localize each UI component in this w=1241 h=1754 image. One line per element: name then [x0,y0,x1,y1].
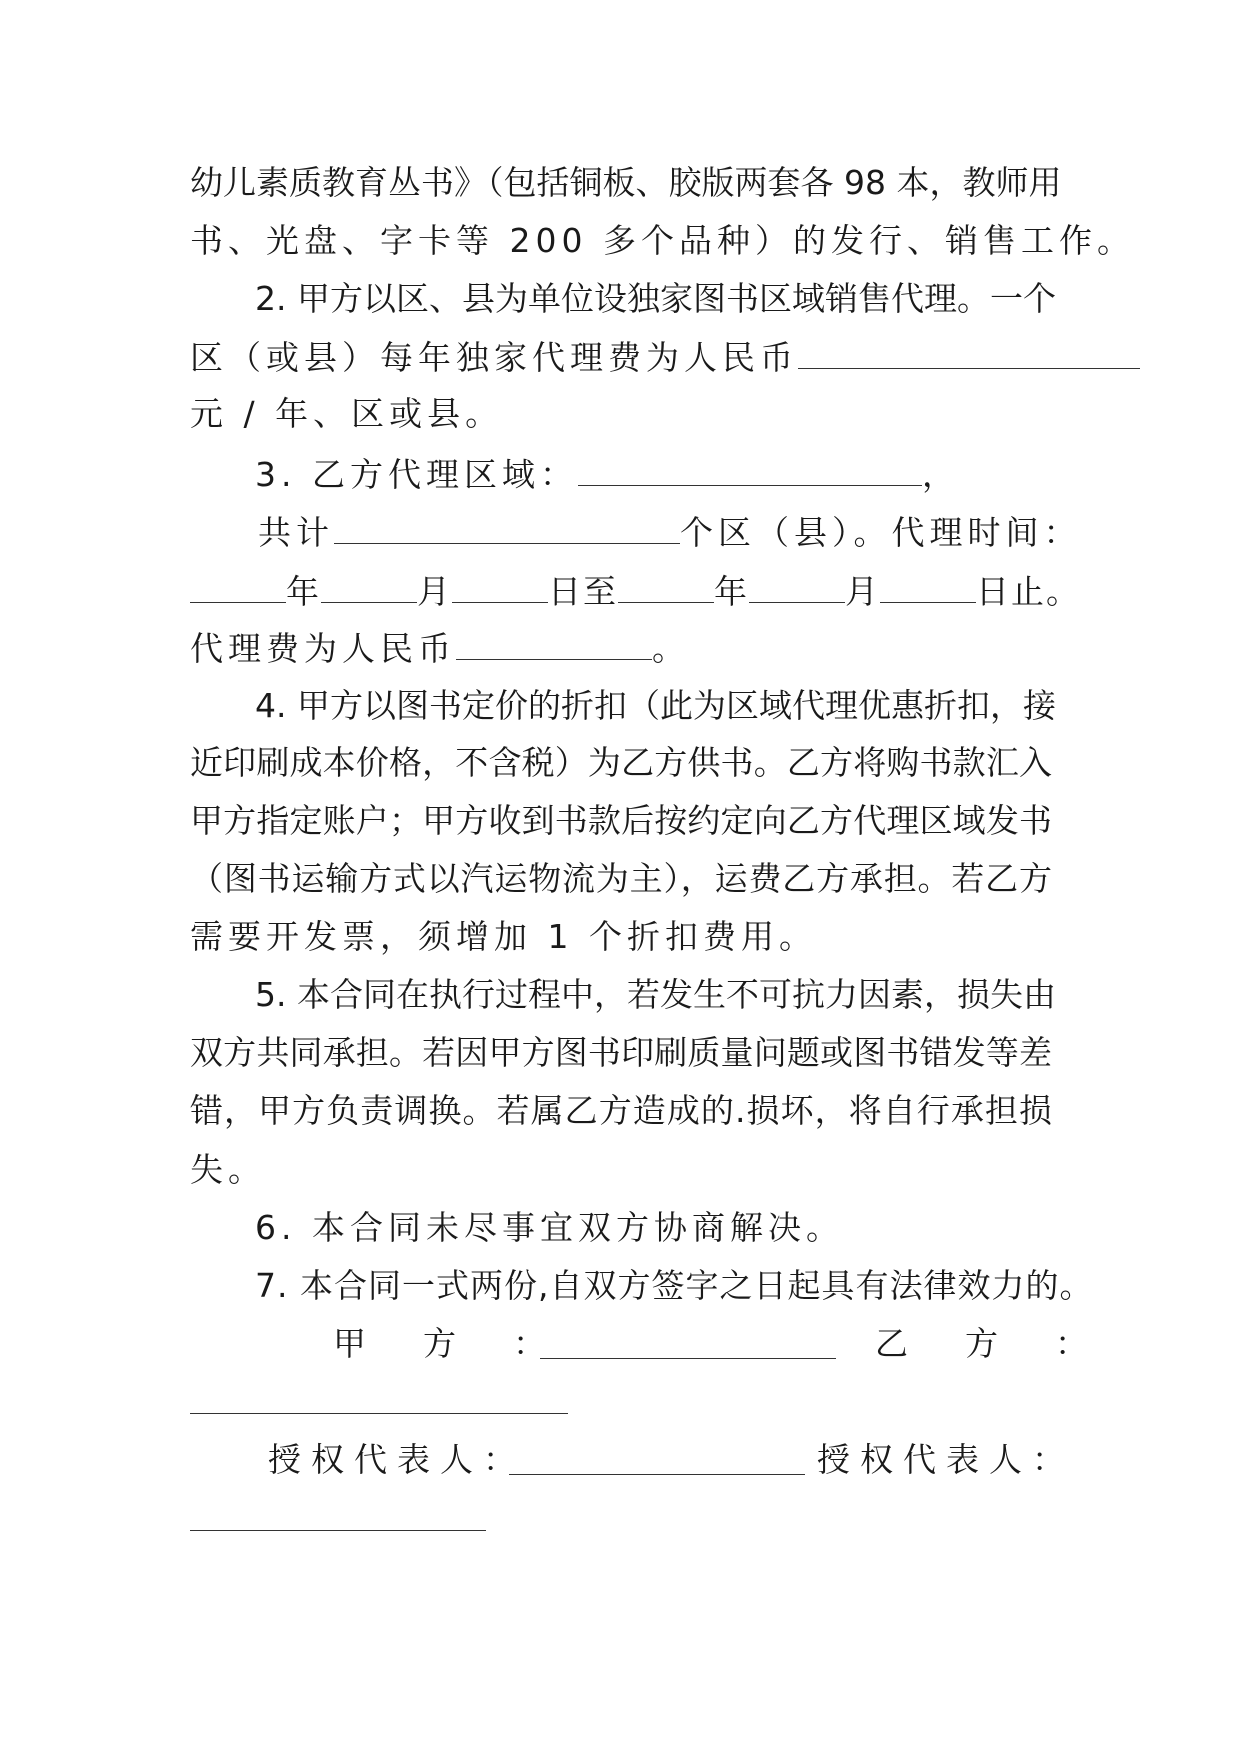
clause-3-line [255,453,960,495]
blank-end-month[interactable] [749,570,845,603]
clause-7-line: 7. 本合同一式两份,自双方签字之日起具有法律效力的。 [255,1266,1094,1305]
text-line: 元 / 年、区或县。 [190,394,504,433]
text-segment: 共计 [258,513,334,552]
rep-b-signature-line[interactable] [190,1530,486,1531]
text-segment: 日止。 [976,572,1081,611]
clause-5-line: 5. 本合同在执行过程中，若发生不可抗力因素，损失由 [255,975,1056,1014]
blank-region-field[interactable] [578,453,922,486]
text-segment: 月 [845,572,880,611]
rep-a-signature-line[interactable] [509,1474,805,1475]
text-segment: 。 [652,629,690,668]
text-line: 需要开发票，须增加 1 个折扣费用。 [190,917,817,956]
text-line: （图书运输方式以汽运物流为主），运费乙方承担。若乙方 [190,859,1052,898]
text-line [258,511,1082,553]
text-segment: 区（或县）每年独家代理费为人民币 [190,338,798,377]
rep-a-label: 授权代表人： [268,1440,526,1479]
blank-start-year[interactable] [190,570,286,603]
party-a-signature-line[interactable] [540,1358,836,1359]
text-segment: 日至 [548,572,618,611]
blank-amount-field[interactable] [456,627,652,660]
text-line: 幼儿素质教育丛书》（包括铜板、胶版两套各 98 本，教师用 [190,163,1062,202]
text-line [190,627,690,669]
blank-end-day[interactable] [880,570,976,603]
text-line: 失。 [190,1150,266,1189]
party-b-label: 乙 方 ： [875,1324,1100,1363]
text-segment: 年 [286,572,321,611]
text-segment: 代理费为人民币 [190,629,456,668]
text-line: 双方共同承担。若因甲方图书印刷质量问题或图书错发等差 [190,1033,1052,1072]
clause-6-line: 6. 本合同未尽事宜双方协商解决。 [255,1208,844,1247]
text-segment: ， [921,455,960,494]
text-line: 近印刷成本价格，不含税）为乙方供书。乙方将购书款汇入 [190,743,1052,782]
party-a-label: 甲 方 ： [333,1324,558,1363]
text-segment: 3. 乙方代理区域： [255,455,578,494]
text-segment: 月 [417,572,452,611]
party-b-signature-line[interactable] [190,1413,568,1414]
blank-count-field[interactable] [334,511,680,544]
clause-4-line: 4. 甲方以图书定价的折扣（此为区域代理优惠折扣，接 [255,686,1056,725]
date-range-line [190,570,1081,612]
blank-fee-field[interactable] [798,336,1140,369]
text-line: 书、光盘、字卡等 200 多个品种）的发行、销售工作。 [190,221,1135,260]
blank-start-month[interactable] [321,570,417,603]
blank-start-day[interactable] [452,570,548,603]
text-segment: 年 [714,572,749,611]
text-segment: 个区（县）。代理时间： [680,513,1082,552]
clause-2-line: 2. 甲方以区、县为单位设独家图书区域销售代理。一个 [255,279,1056,318]
text-line: 错，甲方负责调换。若属乙方造成的.损坏，将自行承担损 [190,1091,1052,1130]
blank-end-year[interactable] [618,570,714,603]
text-line [190,336,1140,378]
text-line: 甲方指定账户；甲方收到书款后按约定向乙方代理区域发书 [190,801,1052,840]
rep-b-label: 授权代表人： [817,1440,1075,1479]
